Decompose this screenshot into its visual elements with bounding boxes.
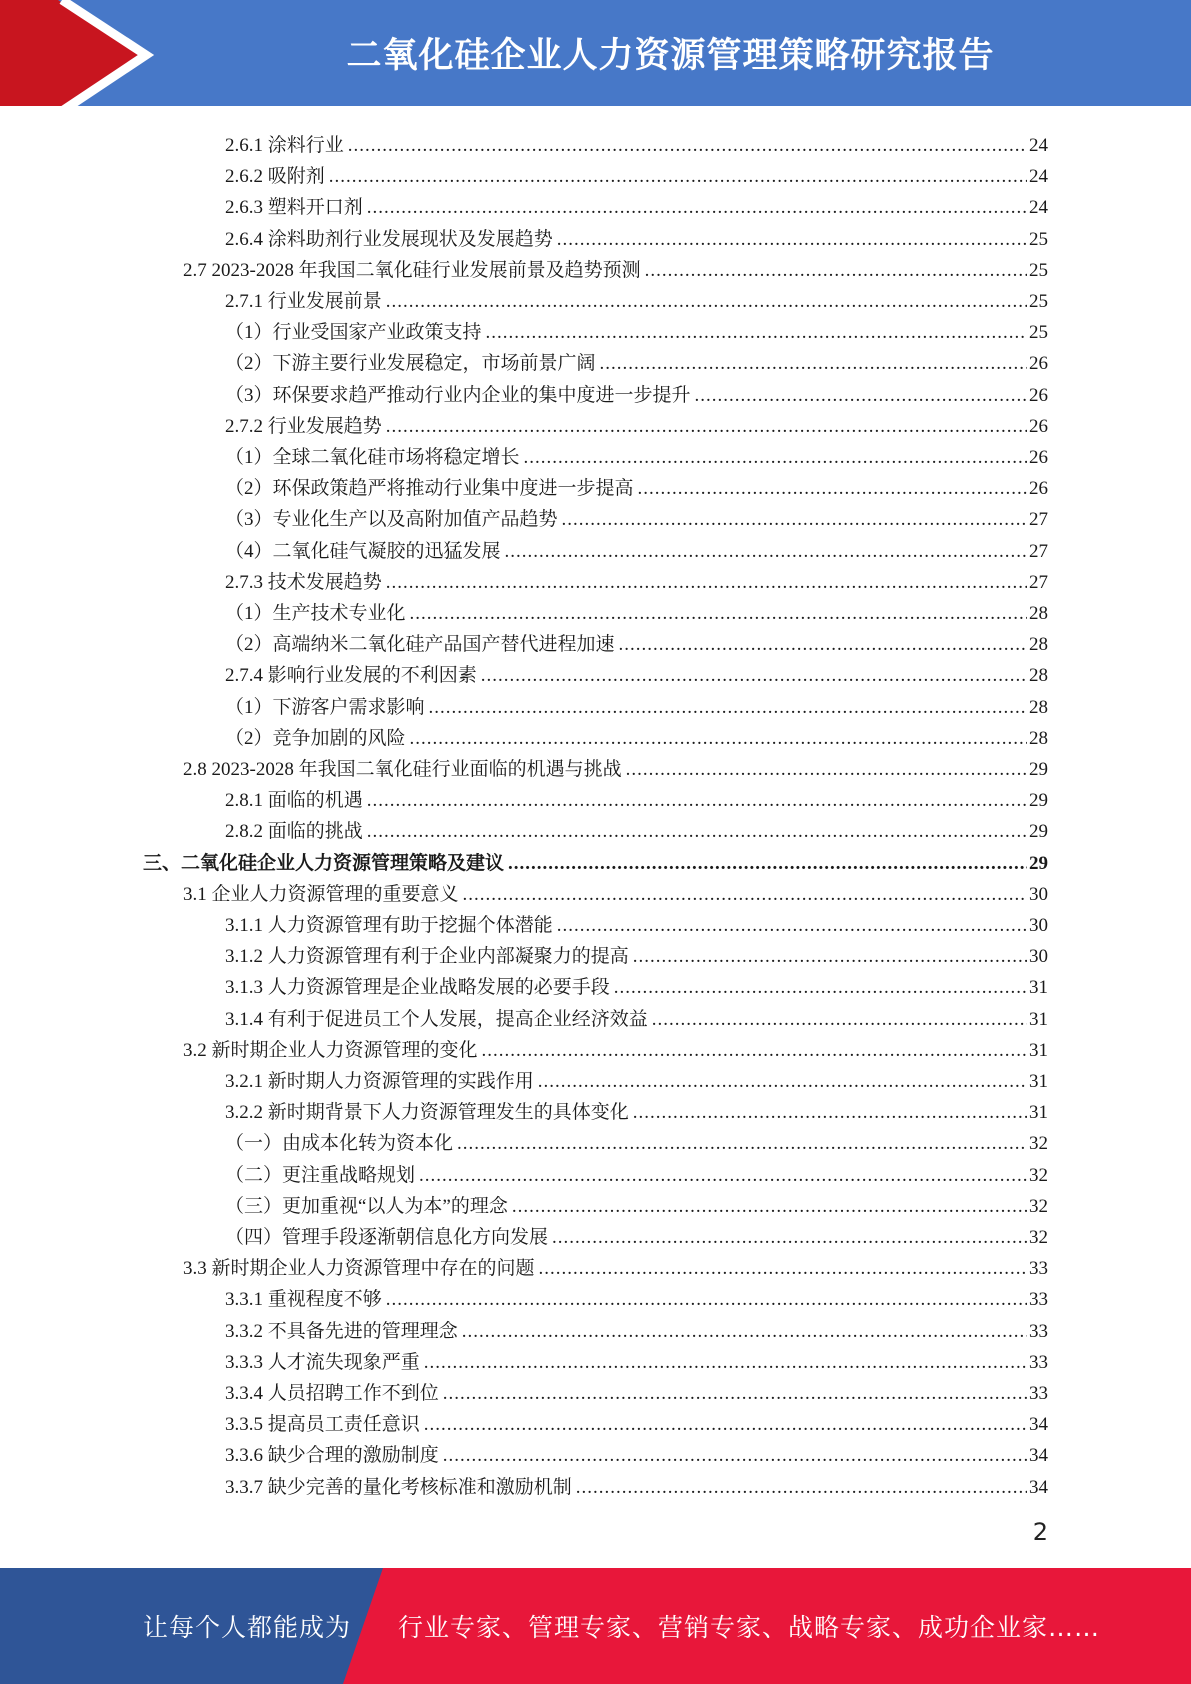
toc-entry[interactable]	[225, 1344, 1048, 1375]
toc-entry-label: 2.7 2023-2028 年我国二氧化硅行业发展前景及趋势预测	[183, 259, 641, 281]
toc-entry-label: （2）环保政策趋严将推动行业集中度进一步提高	[225, 478, 634, 500]
toc-entry-label: 3.1.4 有利于促进员工个人发展，提高企业经济效益	[225, 1008, 648, 1030]
toc-entry-label: 3.1.2 人力资源管理有利于企业内部凝聚力的提高	[225, 946, 629, 968]
toc-entry[interactable]	[225, 969, 1048, 1000]
toc-entry-label: （3）环保要求趋严推动行业内企业的集中度进一步提升	[225, 384, 691, 406]
toc-entry-label: （1）全球二氧化硅市场将稳定增长	[225, 447, 520, 468]
toc-leader-dots	[457, 1132, 1027, 1156]
toc-entry[interactable]	[225, 127, 1048, 158]
toc-entry-page: 30	[1029, 946, 1048, 968]
footer-slogan-right: 行业专家、管理专家、营销专家、战略专家、成功企业家……	[398, 1613, 1101, 1642]
toc-entry-page: 31	[1029, 1102, 1048, 1124]
toc-entry-label: 3.1 企业人力资源管理的重要意义	[183, 883, 459, 905]
toc-entry[interactable]	[183, 252, 1048, 283]
toc-entry-page: 27	[1029, 571, 1048, 593]
toc-leader-dots	[633, 945, 1027, 969]
toc-entry-label: 2.6.1 涂料行业	[225, 135, 344, 156]
toc-leader-dots	[348, 134, 1027, 158]
toc-entry[interactable]	[225, 1437, 1048, 1468]
toc-entry[interactable]	[225, 1001, 1048, 1032]
toc-leader-dots	[539, 1257, 1027, 1281]
toc-entry[interactable]	[225, 283, 1048, 314]
toc-entry[interactable]	[225, 813, 1048, 844]
toc-leader-dots	[386, 1288, 1027, 1312]
toc-entry[interactable]	[225, 1406, 1048, 1437]
toc-entry-label: 2.7.2 行业发展趋势	[225, 415, 382, 437]
toc-entry-page: 33	[1029, 1258, 1048, 1280]
toc-leader-dots	[443, 1444, 1027, 1468]
toc-entry[interactable]	[225, 564, 1048, 595]
toc-entry-page: 26	[1029, 353, 1048, 375]
toc-entry-page: 28	[1029, 634, 1048, 656]
toc-entry[interactable]	[183, 1032, 1048, 1063]
toc-leader-dots	[386, 290, 1027, 314]
toc-entry-page: 30	[1029, 883, 1048, 905]
toc-entry[interactable]	[225, 533, 1048, 564]
toc-entry[interactable]	[225, 314, 1048, 345]
toc-leader-dots	[386, 415, 1027, 439]
toc-leader-dots	[462, 1320, 1027, 1344]
toc-entry[interactable]	[225, 595, 1048, 626]
toc-leader-dots	[429, 696, 1027, 720]
toc-entry-page: 33	[1029, 1383, 1048, 1404]
toc-entry-page: 33	[1029, 1320, 1048, 1342]
toc-leader-dots	[481, 664, 1027, 688]
toc-entry[interactable]	[225, 1313, 1048, 1344]
toc-entry-page: 28	[1029, 603, 1048, 624]
toc-entry[interactable]	[225, 189, 1048, 220]
toc-entry-page: 34	[1029, 1445, 1048, 1467]
toc-leader-dots	[505, 540, 1027, 564]
toc-leader-dots	[552, 1226, 1027, 1250]
toc-leader-dots	[410, 602, 1027, 626]
toc-entry-page: 29	[1029, 852, 1048, 874]
toc-entry-label: 3.3.5 提高员工责任意识	[225, 1414, 420, 1436]
toc-entry-page: 31	[1029, 977, 1048, 999]
toc-entry-label: 3.1.1 人力资源管理有助于挖掘个体潜能	[225, 915, 553, 936]
toc-leader-dots	[486, 321, 1027, 345]
toc-entry-page: 32	[1029, 1195, 1048, 1217]
toc-entry-page: 26	[1029, 478, 1048, 500]
toc-entry-label: （2）高端纳米二氧化硅产品国产替代进程加速	[225, 634, 615, 656]
toc-leader-dots	[419, 1164, 1027, 1188]
toc-entry-page: 31	[1029, 1008, 1048, 1030]
toc-leader-dots	[645, 259, 1027, 283]
toc-leader-dots	[512, 1195, 1027, 1219]
toc-entry-page: 34	[1029, 1476, 1048, 1498]
toc-entry-page: 26	[1029, 447, 1048, 468]
toc-entry-label: 2.7.3 技术发展趋势	[225, 571, 382, 593]
footer-slogan-left: 让每个人都能成为	[143, 1613, 352, 1642]
toc-entry-label: 2.6.2 吸附剂	[225, 166, 325, 188]
report-title: 二氧化硅企业人力资源管理策略研究报告	[346, 36, 995, 76]
toc-entry-label: 2.8.2 面临的挑战	[225, 821, 363, 843]
toc-entry[interactable]	[225, 1375, 1048, 1406]
toc-entry[interactable]	[183, 751, 1048, 782]
toc-entry[interactable]	[225, 345, 1048, 376]
toc-entry-label: （三）更加重视“以人为本”的理念	[225, 1195, 508, 1217]
toc-entry-label: 3.3 新时期企业人力资源管理中存在的问题	[183, 1258, 535, 1280]
toc-entry-label: 2.6.3 塑料开口剂	[225, 197, 363, 219]
toc-entry-label: 2.8 2023-2028 年我国二氧化硅行业面临的机遇与挑战	[183, 759, 622, 780]
toc-entry[interactable]	[225, 501, 1048, 532]
toc-entry[interactable]	[225, 1094, 1048, 1125]
toc-entry[interactable]	[225, 1281, 1048, 1312]
toc-entry-label: 3.3.1 重视程度不够	[225, 1289, 382, 1311]
toc-entry-page: 32	[1029, 1164, 1048, 1186]
toc-leader-dots	[538, 1070, 1027, 1094]
toc-entry[interactable]	[225, 657, 1048, 688]
toc-leader-dots	[600, 352, 1027, 376]
toc-entry-label: 2.7.4 影响行业发展的不利因素	[225, 665, 477, 687]
toc-entry-page: 24	[1029, 135, 1048, 156]
toc-leader-dots	[562, 508, 1027, 532]
toc-entry-label: 三、二氧化硅企业人力资源管理策略及建议	[143, 852, 505, 874]
toc-entry-label: 3.2.1 新时期人力资源管理的实践作用	[225, 1071, 534, 1092]
toc-leader-dots	[557, 914, 1027, 938]
toc-entry-page: 32	[1029, 1227, 1048, 1248]
toc-entry-label: （3）专业化生产以及高附加值产品趋势	[225, 509, 558, 531]
toc-entry[interactable]	[143, 845, 1048, 876]
toc-entry-page: 33	[1029, 1351, 1048, 1373]
toc-entry-page: 26	[1029, 415, 1048, 437]
toc-entry-label: 2.8.1 面临的机遇	[225, 790, 363, 812]
toc-entry[interactable]	[183, 876, 1048, 907]
toc-leader-dots	[424, 1351, 1027, 1375]
toc-entry-page: 25	[1029, 259, 1048, 281]
toc-entry[interactable]	[225, 1157, 1048, 1188]
toc-entry[interactable]	[225, 1219, 1048, 1250]
toc-entry[interactable]	[183, 1250, 1048, 1281]
toc-entry[interactable]	[225, 720, 1048, 751]
toc-leader-dots	[463, 883, 1027, 907]
toc-leader-dots	[386, 571, 1027, 595]
toc-entry[interactable]	[225, 158, 1048, 189]
toc-entry[interactable]	[225, 408, 1048, 439]
toc-entry-label: 3.3.2 不具备先进的管理理念	[225, 1320, 458, 1342]
toc-entry-label: （2）下游主要行业发展稳定，市场前景广阔	[225, 353, 596, 375]
toc-leader-dots	[508, 852, 1027, 876]
page-header	[0, 0, 1191, 111]
toc-entry-page: 27	[1029, 509, 1048, 531]
toc-entry-page: 32	[1029, 1133, 1048, 1155]
toc-leader-dots	[424, 1413, 1027, 1437]
toc-leader-dots	[576, 1476, 1027, 1500]
toc-entry[interactable]	[225, 221, 1048, 252]
toc-entry-page: 24	[1029, 166, 1048, 188]
toc-entry-page: 30	[1029, 915, 1048, 936]
toc-entry-page: 25	[1029, 322, 1048, 344]
toc-entry[interactable]	[225, 907, 1048, 938]
toc-entry-page: 29	[1029, 790, 1048, 812]
toc-entry-page: 31	[1029, 1039, 1048, 1061]
toc-leader-dots	[329, 165, 1027, 189]
toc-leader-dots	[367, 820, 1027, 844]
toc-entry-label: 3.3.7 缺少完善的量化考核标准和激励机制	[225, 1476, 572, 1498]
toc-leader-dots	[619, 633, 1027, 657]
toc-entry-page: 29	[1029, 759, 1048, 780]
toc-entry-label: 3.1.3 人力资源管理是企业战略发展的必要手段	[225, 977, 610, 999]
toc-entry[interactable]	[225, 439, 1048, 470]
toc-entry-label: （一）由成本化转为资本化	[225, 1133, 454, 1155]
toc-entry[interactable]	[225, 1125, 1048, 1156]
toc-entry-page: 28	[1029, 696, 1048, 718]
toc-entry[interactable]	[225, 1063, 1048, 1094]
toc-entry-page: 24	[1029, 197, 1048, 219]
toc-entry-label: （4）二氧化硅气凝胶的迅猛发展	[225, 540, 501, 562]
toc-leader-dots	[367, 789, 1027, 813]
toc-entry[interactable]	[225, 377, 1048, 408]
toc-leader-dots	[557, 228, 1027, 252]
toc-entry-label: （四）管理手段逐渐朝信息化方向发展	[225, 1227, 549, 1248]
page-number: 2	[1032, 1518, 1048, 1546]
toc-entry-page: 27	[1029, 540, 1048, 562]
toc-entry-label: （1）下游客户需求影响	[225, 696, 425, 718]
toc-entry[interactable]	[225, 1469, 1048, 1500]
toc-entry-label: 3.2.2 新时期背景下人力资源管理发生的具体变化	[225, 1102, 629, 1124]
toc-entry-label: （二）更注重战略规划	[225, 1164, 416, 1186]
toc-entry-page: 26	[1029, 384, 1048, 406]
toc-entry[interactable]	[225, 1188, 1048, 1219]
toc-leader-dots	[638, 477, 1027, 501]
toc-entry-label: 3.3.6 缺少合理的激励制度	[225, 1445, 439, 1467]
toc-entry-label: 3.3.4 人员招聘工作不到位	[225, 1383, 439, 1404]
toc-leader-dots	[614, 976, 1027, 1000]
toc-entry[interactable]	[225, 782, 1048, 813]
toc-entry-label: 2.6.4 涂料助剂行业发展现状及发展趋势	[225, 228, 553, 250]
toc-leader-dots	[482, 1039, 1027, 1063]
toc-leader-dots	[443, 1382, 1027, 1406]
toc-leader-dots	[652, 1008, 1027, 1032]
toc-entry-label: （1）行业受国家产业政策支持	[225, 322, 482, 344]
toc-entry-label: 3.3.3 人才流失现象严重	[225, 1351, 420, 1373]
toc-entry[interactable]	[225, 470, 1048, 501]
toc-entry-page: 28	[1029, 727, 1048, 749]
toc-leader-dots	[410, 727, 1027, 751]
toc-leader-dots	[626, 758, 1027, 782]
toc-leader-dots	[633, 1101, 1027, 1125]
toc-entry-label: （2）竞争加剧的风险	[225, 727, 406, 749]
toc-entry-page: 29	[1029, 821, 1048, 843]
toc-entry[interactable]	[225, 626, 1048, 657]
toc-entry-page: 28	[1029, 665, 1048, 687]
toc-entry[interactable]	[225, 689, 1048, 720]
toc-leader-dots	[524, 446, 1027, 470]
toc-entry[interactable]	[225, 938, 1048, 969]
toc-leader-dots	[367, 196, 1027, 220]
toc-entry-label: 3.2 新时期企业人力资源管理的变化	[183, 1039, 478, 1061]
toc-entry-label: 2.7.1 行业发展前景	[225, 291, 382, 312]
toc-leader-dots	[695, 384, 1027, 408]
toc-entry-page: 34	[1029, 1414, 1048, 1436]
toc-entry-page: 25	[1029, 228, 1048, 250]
toc-entry-page: 25	[1029, 291, 1048, 312]
page-footer	[0, 1568, 1191, 1684]
toc-entry-page: 33	[1029, 1289, 1048, 1311]
toc-entry-label: （1）生产技术专业化	[225, 603, 406, 624]
toc-entry-page: 31	[1029, 1071, 1048, 1092]
